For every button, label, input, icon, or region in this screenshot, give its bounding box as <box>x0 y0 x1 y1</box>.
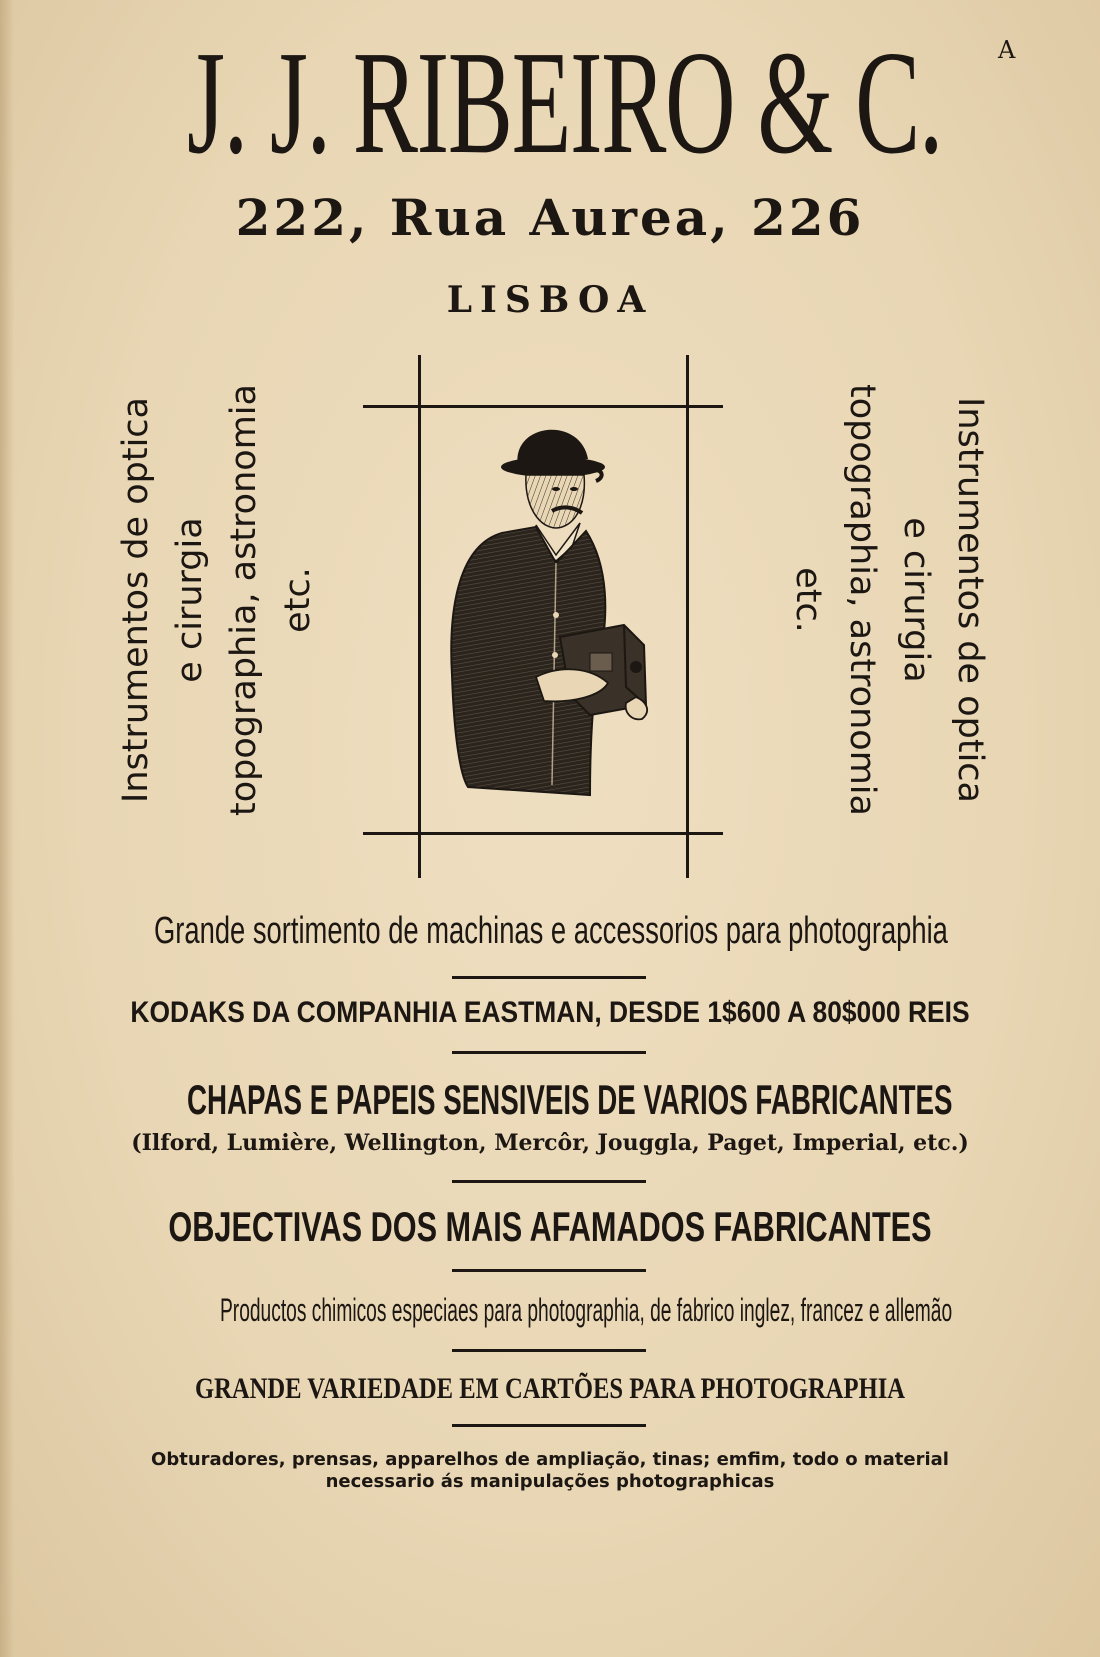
divider <box>452 1424 646 1427</box>
city-name: LISBOA <box>446 279 654 321</box>
side-text-right <box>774 360 1004 840</box>
side-left-line: Instrumentos de optica <box>116 397 156 803</box>
page-edge-shadow <box>0 0 14 1657</box>
side-left-line: topographia, astronomia <box>224 384 264 816</box>
text-kodaks: KODAKS DA COMPANHIA EASTMAN, DESDE 1$600 A 80$000 REIS <box>130 996 970 1029</box>
frame-line-top <box>363 405 723 408</box>
frame-line-left <box>418 355 421 878</box>
side-left-line: e cirurgia <box>170 517 210 683</box>
text-shutters-presses <box>0 1449 1100 1493</box>
bowler-hat <box>501 430 605 481</box>
firm-name: J. J. RIBEIRO & C. <box>187 21 943 185</box>
text-plates-papers: CHAPAS E PAPEIS SENSIVEIS DE VARIOS FABRICANTES <box>187 1076 953 1123</box>
text-manufacturers-list: (Ilford, Lumière, Wellington, Mercôr, Jouggla, Paget, Imperial, etc.) <box>131 1130 969 1156</box>
frame-line-right <box>686 355 689 878</box>
side-right-line: Instrumentos de optica <box>950 397 990 803</box>
text-objectives: OBJECTIVAS DOS MAIS AFAMADOS FABRICANTES <box>168 1203 932 1250</box>
divider <box>452 1269 646 1272</box>
side-right-line: e cirurgia <box>896 517 936 683</box>
divider <box>452 1051 646 1054</box>
text-chemical-products: Productos chimicos especiaes para photographia, de fabrico inglez, francez e allemão <box>220 1292 953 1328</box>
text-photography-assortment: Grande sortimento de machinas e accessorios para photographia <box>153 910 948 952</box>
firm-name-superscript: A <box>998 36 1016 64</box>
divider <box>452 1180 646 1183</box>
side-right-line: etc. <box>788 567 828 633</box>
text-shutters-line: Obturadores, prensas, apparelhos de ampliação, tinas; emfim, todo o material <box>151 1449 949 1470</box>
illustration-frame <box>370 355 740 885</box>
divider <box>452 976 646 979</box>
face <box>526 475 585 528</box>
side-left-line: etc. <box>278 567 318 633</box>
street-address: 222, Rua Aurea, 226 <box>235 188 865 247</box>
side-text-left <box>102 360 332 840</box>
text-manipulations-line: necessario ás manipulações photographicas <box>325 1471 775 1492</box>
side-right-line: topographia, astronomia <box>842 384 882 816</box>
frame-line-bottom <box>363 832 723 835</box>
divider <box>452 1349 646 1352</box>
photographer-illustration <box>440 415 670 825</box>
text-cards-variety: GRANDE VARIEDADE EM CARTÕES PARA PHOTOGRAPHIA <box>194 1372 906 1405</box>
